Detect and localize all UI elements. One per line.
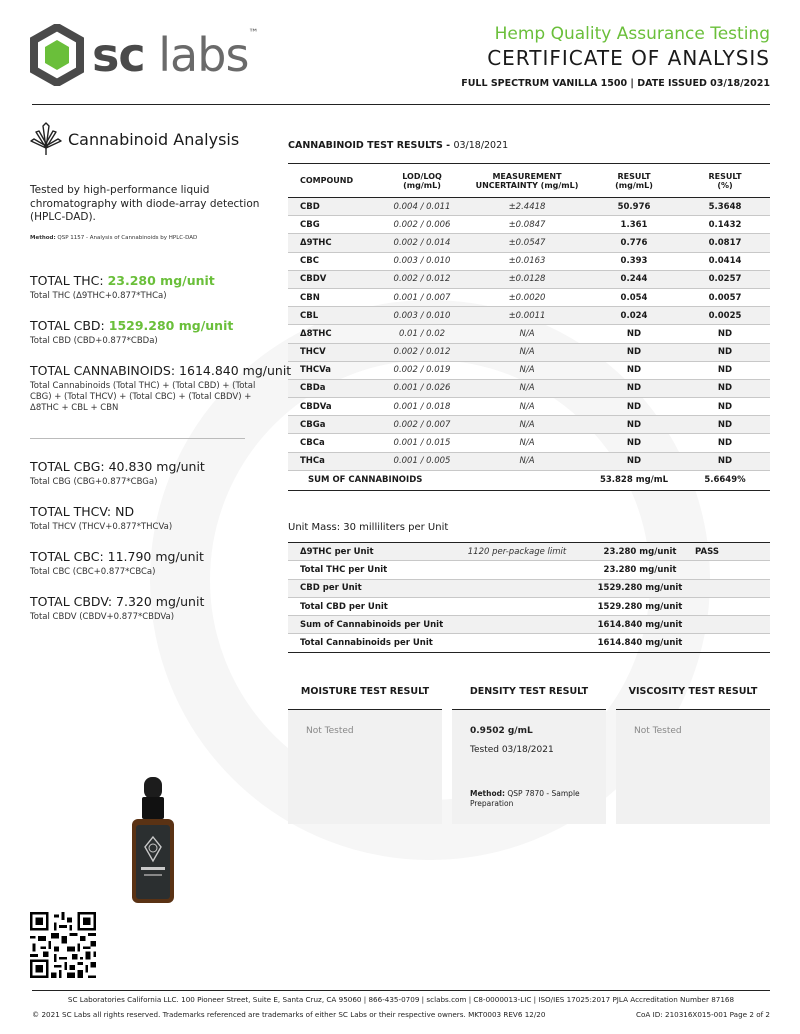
result-mgml-cell: ND <box>588 379 680 397</box>
compound-cell: CBN <box>288 288 378 306</box>
results-table-body <box>288 198 770 491</box>
unit-metric-cell: Sum of Cannabinoids per Unit <box>288 616 448 634</box>
header-subtitle: Hemp Quality Assurance Testing <box>494 24 770 44</box>
table-row <box>288 379 770 397</box>
total-cbc: TOTAL CBC: 11.790 mg/unit Total CBC (CBC+0.877*CBCa) <box>30 548 204 577</box>
result-pct-cell: ND <box>680 379 770 397</box>
result-mgml-cell: ND <box>588 343 680 361</box>
unit-status-cell: PASS <box>694 543 770 561</box>
col-compound: COMPOUND <box>288 164 378 198</box>
uncertainty-cell: ±0.0847 <box>466 216 588 234</box>
unit-limit-cell: 1120 per-package limit <box>448 543 586 561</box>
unit-value-cell: 1529.280 mg/unit <box>586 579 694 597</box>
table-row <box>288 198 770 216</box>
qr-code-icon <box>30 912 96 978</box>
result-mgml-cell: 50.976 <box>588 198 680 216</box>
sum-row <box>288 470 770 490</box>
analysis-description: Tested by high-performance liquid chromatography with diode-array detection (HPLC-DAD). <box>30 184 260 223</box>
uncertainty-cell: N/A <box>466 325 588 343</box>
table-row <box>288 561 770 579</box>
table-row <box>288 325 770 343</box>
unit-value-cell: 23.280 mg/unit <box>586 543 694 561</box>
compound-cell: CBGa <box>288 416 378 434</box>
uncertainty-cell: N/A <box>466 452 588 470</box>
lod-loq-cell: 0.003 / 0.010 <box>378 252 466 270</box>
cannabinoid-results-table <box>288 163 770 491</box>
header-titles <box>461 24 770 89</box>
product-bottle-image <box>128 775 178 905</box>
compound-cell: CBDV <box>288 270 378 288</box>
unit-status-cell <box>694 561 770 579</box>
total-cannabinoids: TOTAL CANNABINOIDS: 1614.840 mg/unit Total Cannabinoids (Total THC) + (Total CBD) + (Total CBG) + (Total THCV) + (Total CBC) + (Total CBDV) + Δ8THC + CBL + CBN <box>30 362 292 413</box>
uncertainty-cell: ±0.0547 <box>466 234 588 252</box>
uncertainty-cell: ±0.0020 <box>466 288 588 306</box>
total-cbg: TOTAL CBG: 40.830 mg/unit Total CBG (CBG+0.877*CBGa) <box>30 458 205 487</box>
compound-cell: THCVa <box>288 361 378 379</box>
compound-cell: Δ9THC <box>288 234 378 252</box>
compound-cell: CBG <box>288 216 378 234</box>
table-row <box>288 597 770 615</box>
table-header-row <box>288 164 770 198</box>
total-cbdv: TOTAL CBDV: 7.320 mg/unit Total CBDV (CBDV+0.877*CBDVa) <box>30 593 205 622</box>
result-mgml-cell: 0.776 <box>588 234 680 252</box>
unit-value-cell: 1529.280 mg/unit <box>586 597 694 615</box>
uncertainty-cell: N/A <box>466 379 588 397</box>
footer-legal <box>32 1010 770 1019</box>
result-mgml-cell: 0.393 <box>588 252 680 270</box>
analysis-method: Method: QSP 1157 - Analysis of Cannabinoids by HPLC-DAD <box>30 234 198 241</box>
footer-divider <box>32 990 770 991</box>
unit-value-cell: 23.280 mg/unit <box>586 561 694 579</box>
result-mgml-cell: ND <box>588 398 680 416</box>
moisture-test-title: MOISTURE TEST RESULT <box>288 686 442 710</box>
lod-loq-cell: 0.002 / 0.006 <box>378 216 466 234</box>
result-mgml-cell: 0.024 <box>588 307 680 325</box>
result-pct-cell: ND <box>680 434 770 452</box>
result-pct-cell: 0.0025 <box>680 307 770 325</box>
unit-metric-cell: Total THC per Unit <box>288 561 448 579</box>
moisture-test-box <box>288 686 442 824</box>
compound-cell: CBCa <box>288 434 378 452</box>
compound-cell: THCV <box>288 343 378 361</box>
uncertainty-cell: N/A <box>466 398 588 416</box>
result-pct-cell: ND <box>680 361 770 379</box>
lod-loq-cell: 0.002 / 0.019 <box>378 361 466 379</box>
lod-loq-cell: 0.003 / 0.010 <box>378 307 466 325</box>
header-title: CERTIFICATE OF ANALYSIS <box>487 46 770 70</box>
result-pct-cell: ND <box>680 416 770 434</box>
unit-limit-cell <box>448 616 586 634</box>
table-row <box>288 307 770 325</box>
lod-loq-cell: 0.01 / 0.02 <box>378 325 466 343</box>
density-test-box <box>452 686 606 824</box>
lod-loq-cell: 0.002 / 0.014 <box>378 234 466 252</box>
uncertainty-cell: ±0.0163 <box>466 252 588 270</box>
cannabis-leaf-icon <box>30 122 62 156</box>
result-pct-cell: ND <box>680 343 770 361</box>
compound-cell: CBC <box>288 252 378 270</box>
uncertainty-cell: N/A <box>466 416 588 434</box>
result-pct-cell: 0.0257 <box>680 270 770 288</box>
col-result-mgml: RESULT (mg/mL) <box>588 164 680 198</box>
result-pct-cell: 5.3648 <box>680 198 770 216</box>
unit-results-table <box>288 542 770 653</box>
moisture-test-value: Not Tested <box>306 726 354 736</box>
results-section-label: CANNABINOID TEST RESULTS - 03/18/2021 <box>288 140 509 151</box>
col-result-pct: RESULT (%) <box>680 164 770 198</box>
compound-cell: CBDVa <box>288 398 378 416</box>
left-column <box>30 122 292 623</box>
result-pct-cell: 0.0057 <box>680 288 770 306</box>
sum-pct: 5.6649% <box>680 470 770 490</box>
unit-limit-cell <box>448 561 586 579</box>
col-measurement-uncertainty: MEASUREMENT UNCERTAINTY (mg/mL) <box>466 164 588 198</box>
unit-value-cell: 1614.840 mg/unit <box>586 634 694 652</box>
compound-cell: Δ8THC <box>288 325 378 343</box>
header-meta: FULL SPECTRUM VANILLA 1500 | DATE ISSUED 03/18/2021 <box>461 78 770 89</box>
result-mgml-cell: ND <box>588 325 680 343</box>
unit-metric-cell: Δ9THC per Unit <box>288 543 448 561</box>
sum-label: SUM OF CANNABINOIDS <box>288 470 588 490</box>
hexagon-logo-icon <box>30 24 84 86</box>
result-mgml-cell: ND <box>588 452 680 470</box>
result-mgml-cell: ND <box>588 361 680 379</box>
table-row <box>288 634 770 652</box>
unit-status-cell <box>694 597 770 615</box>
unit-table-body <box>288 543 770 653</box>
result-mgml-cell: ND <box>588 434 680 452</box>
density-test-method: Method: QSP 7870 - Sample Preparation <box>470 789 580 808</box>
unit-status-cell <box>694 616 770 634</box>
result-pct-cell: 0.1432 <box>680 216 770 234</box>
table-row <box>288 252 770 270</box>
table-row <box>288 398 770 416</box>
unit-limit-cell <box>448 597 586 615</box>
compound-cell: THCa <box>288 452 378 470</box>
cannabinoid-analysis-title: Cannabinoid Analysis <box>68 129 240 149</box>
unit-limit-cell <box>448 634 586 652</box>
density-test-date: Tested 03/18/2021 <box>470 745 554 755</box>
unit-status-cell <box>694 634 770 652</box>
viscosity-test-value: Not Tested <box>634 726 682 736</box>
lod-loq-cell: 0.001 / 0.026 <box>378 379 466 397</box>
unit-metric-cell: CBD per Unit <box>288 579 448 597</box>
unit-limit-cell <box>448 579 586 597</box>
result-mgml-cell: ND <box>588 416 680 434</box>
unit-metric-cell: Total CBD per Unit <box>288 597 448 615</box>
compound-cell: CBDa <box>288 379 378 397</box>
unit-value-cell: 1614.840 mg/unit <box>586 616 694 634</box>
lod-loq-cell: 0.004 / 0.011 <box>378 198 466 216</box>
result-pct-cell: ND <box>680 398 770 416</box>
uncertainty-cell: N/A <box>466 343 588 361</box>
unit-mass-label: Unit Mass: 30 milliliters per Unit <box>288 522 449 533</box>
uncertainty-cell: N/A <box>466 361 588 379</box>
table-row <box>288 343 770 361</box>
table-row <box>288 234 770 252</box>
compound-cell: CBD <box>288 198 378 216</box>
uncertainty-cell: ±2.4418 <box>466 198 588 216</box>
col-lod-loq: LOD/LOQ (mg/mL) <box>378 164 466 198</box>
table-row <box>288 288 770 306</box>
results-section <box>288 140 770 491</box>
viscosity-test-box <box>616 686 770 824</box>
unit-metric-cell: Total Cannabinoids per Unit <box>288 634 448 652</box>
result-pct-cell: 0.0817 <box>680 234 770 252</box>
result-pct-cell: 0.0414 <box>680 252 770 270</box>
header-divider <box>32 104 770 105</box>
uncertainty-cell: ±0.0011 <box>466 307 588 325</box>
total-thcv: TOTAL THCV: ND Total THCV (THCV+0.877*THCVa) <box>30 503 173 532</box>
cannabinoid-analysis-heading <box>30 122 285 156</box>
total-cbd: TOTAL CBD: 1529.280 mg/unit Total CBD (CBD+0.877*CBDa) <box>30 317 234 346</box>
left-divider <box>30 438 245 439</box>
lod-loq-cell: 0.001 / 0.015 <box>378 434 466 452</box>
table-row <box>288 361 770 379</box>
lod-loq-cell: 0.001 / 0.018 <box>378 398 466 416</box>
physical-tests <box>288 686 770 824</box>
uncertainty-cell: ±0.0128 <box>466 270 588 288</box>
uncertainty-cell: N/A <box>466 434 588 452</box>
lod-loq-cell: 0.001 / 0.007 <box>378 288 466 306</box>
sum-mgml: 53.828 mg/mL <box>588 470 680 490</box>
table-row <box>288 416 770 434</box>
table-row <box>288 452 770 470</box>
table-row <box>288 616 770 634</box>
result-pct-cell: ND <box>680 325 770 343</box>
result-mgml-cell: 0.244 <box>588 270 680 288</box>
footer-company-info: SC Laboratories California LLC. 100 Pioneer Street, Suite E, Santa Cruz, CA 95060 | 866-435-0709 | sclabs.com | C8-0000013-LIC | ISO/IES 17025:2017 PJLA Accreditation Number 87168 <box>67 995 735 1004</box>
result-mgml-cell: 0.054 <box>588 288 680 306</box>
result-pct-cell: ND <box>680 452 770 470</box>
lod-loq-cell: 0.002 / 0.012 <box>378 270 466 288</box>
density-test-title: DENSITY TEST RESULT <box>452 686 606 710</box>
viscosity-test-title: VISCOSITY TEST RESULT <box>616 686 770 710</box>
compound-cell: CBL <box>288 307 378 325</box>
table-row <box>288 579 770 597</box>
result-mgml-cell: 1.361 <box>588 216 680 234</box>
logo-wordmark: sc labs™ <box>92 28 258 82</box>
table-row <box>288 434 770 452</box>
lod-loq-cell: 0.001 / 0.005 <box>378 452 466 470</box>
unit-status-cell <box>694 579 770 597</box>
footer-coa-id: CoA ID: 210316X015-001 Page 2 of 2 <box>636 1010 770 1019</box>
table-row <box>288 216 770 234</box>
table-row <box>288 270 770 288</box>
sc-labs-logo <box>30 24 257 86</box>
table-row <box>288 543 770 561</box>
lod-loq-cell: 0.002 / 0.012 <box>378 343 466 361</box>
lod-loq-cell: 0.002 / 0.007 <box>378 416 466 434</box>
total-thc: TOTAL THC: 23.280 mg/unit Total THC (Δ9THC+0.877*THCa) <box>30 272 215 301</box>
footer-copyright: © 2021 SC Labs all rights reserved. Trademarks referenced are trademarks of either SC Labs or their respective owners. MKT0003 REV6 12/20 <box>32 1010 546 1019</box>
density-test-value: 0.9502 g/mL <box>470 726 533 736</box>
